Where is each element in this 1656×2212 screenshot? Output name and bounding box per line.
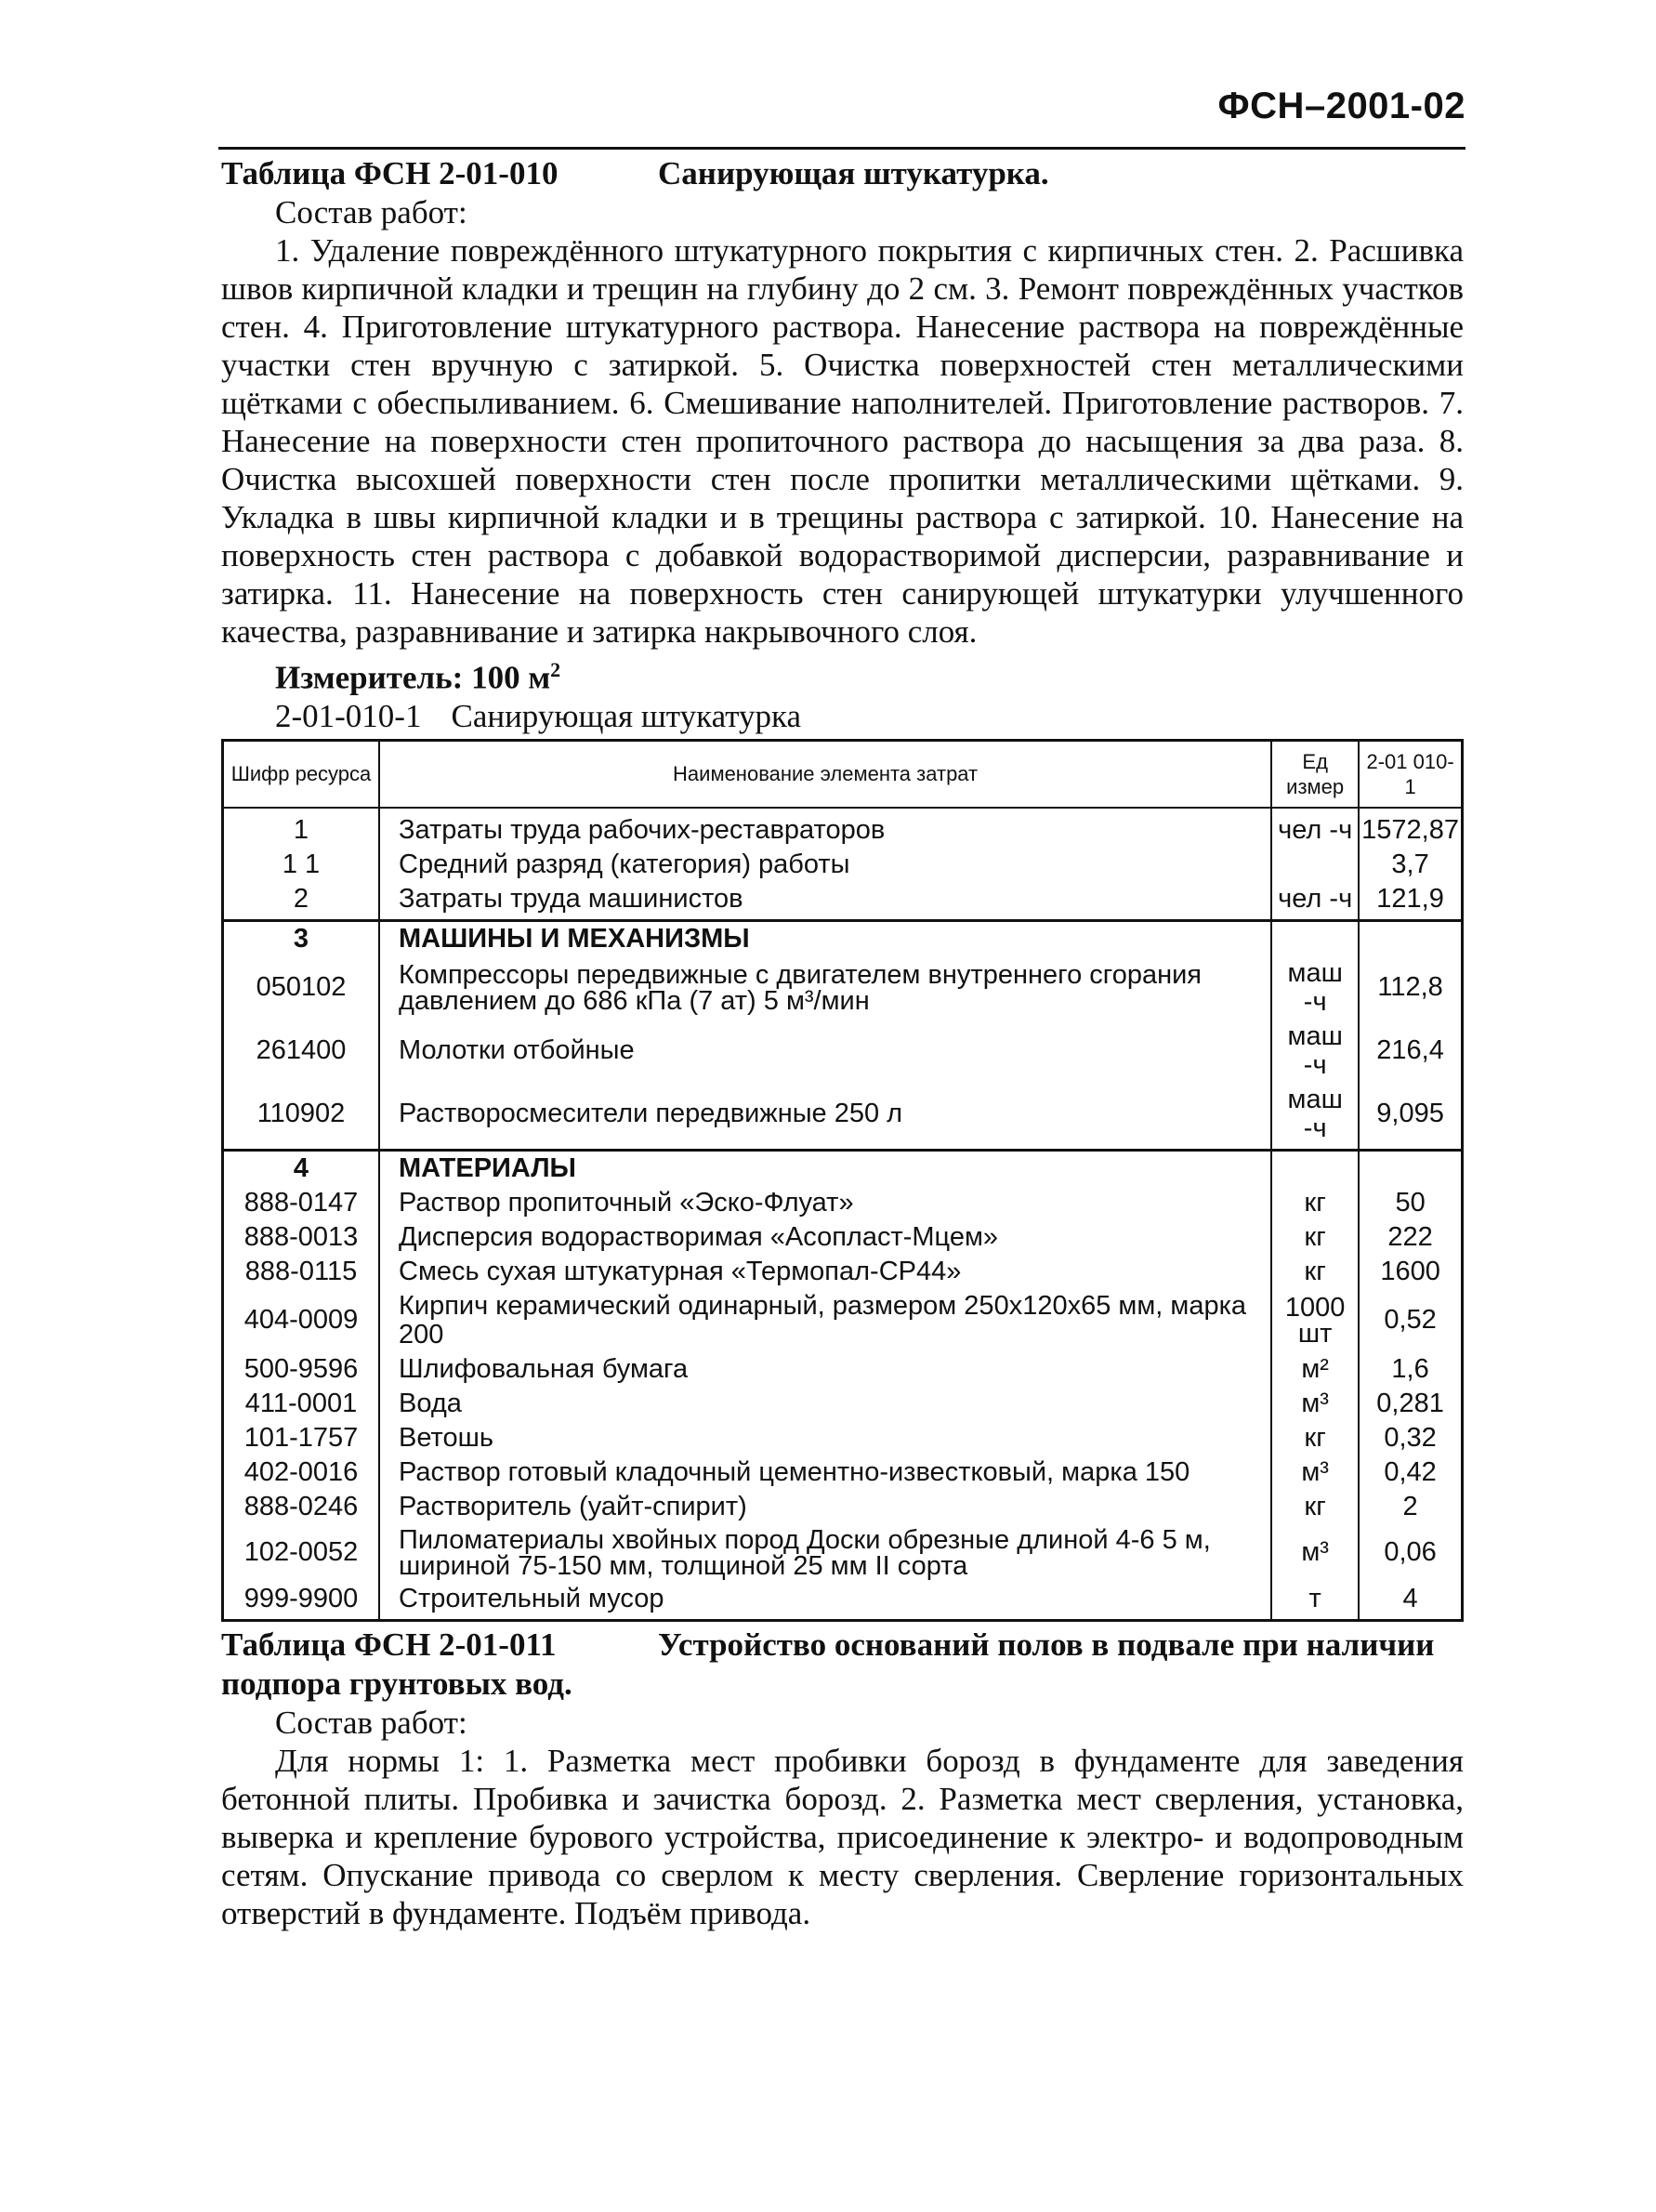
table1-title: Санирующая штукатурка. [658,155,1049,191]
section-code: 3 [223,920,380,956]
cell-unit: т [1271,1582,1359,1621]
cell-name: Раствор пропиточный «Эско-Флуат» [379,1186,1271,1220]
table-row [223,1421,1463,1455]
table2-code: Таблица ФСН 2-01-011 [221,1626,557,1663]
cell-value: 0,42 [1359,1455,1462,1490]
cell-name: Средний разряд (категория) работы [379,848,1271,882]
cell-unit: кг [1271,1255,1359,1289]
table1-code: Таблица ФСН 2-01-010 [221,155,559,191]
section-title: МАШИНЫ И МЕХАНИЗМЫ [379,920,1271,956]
table-row [223,956,1463,1020]
cell-unit: кг [1271,1220,1359,1255]
cell-unit: кг [1271,1421,1359,1455]
cell-code: 110902 [223,1083,380,1151]
col-header-name: Наименование элемента затрат [379,740,1271,808]
table2-title: Устройство оснований полов в подвале при наличии подпора грунтовых вод. [221,1626,1435,1702]
cell-code: 404-0009 [223,1289,380,1352]
cell-name: Затраты труда рабочих-реставраторов [379,808,1271,848]
table1-works-text: 1. Удаление повреждённого штукатурного покрытия с кирпичных стен. 2. Расшивка швов кирпичной кладки и трещин на глубину до 2 см. 3. Ремонт повреждённых участков стен. 4. Приготовление штукатурного раствора. Нанесение раствора на повреждённые участки стен вручную с затиркой. 5. Очистка поверхностей стен металлическими щётками с обеспыливанием. 6. Смешивание наполнителей. Приготовление растворов. 7. Нанесение на поверхности стен пропиточного раствора до насыщения за два раза. 8. Очистка высохшей поверхности стен после пропитки металлическими щётками. 9. Укладка в швы кирпичной кладки и в трещины раствора с затиркой. 10. Нанесение на поверхность стен раствора с добавкой водорастворимой дисперсии, разравнивание и затирка. 11. Нанесение на поверхность стен санирующей штукатурки улучшенного качества, разравнивание и затирка накрывочного слоя. [221,232,1464,650]
cell-unit: кг [1271,1490,1359,1524]
cell-code: 500-9596 [223,1352,380,1387]
norms-table [221,739,1464,1622]
table2-works-text: Для нормы 1: 1. Разметка мест пробивки борозд в фундаменте для заведения бетонной плиты. Пробивка и зачистка борозд. 2. Разметка мест сверления, установка, выверка и крепление бурового устройства, присоединение к электро- и водопроводным сетям. Опускание привода со сверлом к месту сверления. Сверление горизонтальных отверстий в фундаменте. Подъём привода. [221,1742,1464,1931]
cell-unit: м³ [1271,1387,1359,1421]
cell-code: 999-9900 [223,1582,380,1621]
cell-unit: чел -ч [1271,808,1359,848]
cell-unit: чел -ч [1271,882,1359,921]
cell-code: 101-1757 [223,1421,380,1455]
cell-code: 261400 [223,1020,380,1083]
cell-unit [1271,1150,1359,1186]
cell-code: 888-0147 [223,1186,380,1220]
cell-code: 411-0001 [223,1387,380,1421]
cell-code: 1 [223,808,380,848]
table-row [223,1352,1463,1387]
cell-value [1359,920,1462,956]
cell-name: Вода [379,1387,1271,1421]
table2-heading [221,1626,1464,1704]
subtitle-text: Санирующая штукатурка [451,697,802,734]
cell-name: Молотки отбойные [379,1020,1271,1083]
section-row-materials [223,1150,1463,1186]
cell-value: 121,9 [1359,882,1462,921]
cell-code: 888-0246 [223,1490,380,1524]
cell-code: 050102 [223,956,380,1020]
cell-name: Растворосмесители передвижные 250 л [379,1083,1271,1151]
table-row [223,1255,1463,1289]
cell-name: Строительный мусор [379,1582,1271,1621]
cell-unit: м³ [1271,1455,1359,1490]
cell-name: Шлифовальная бумага [379,1352,1271,1387]
table-header-row [223,740,1463,808]
cell-unit [1271,920,1359,956]
cell-name: Ветошь [379,1421,1271,1455]
cell-value: 9,095 [1359,1083,1462,1151]
cell-value: 4 [1359,1582,1462,1621]
cell-code: 402-0016 [223,1455,380,1490]
table-row [223,1387,1463,1421]
cell-name: Затраты труда машинистов [379,882,1271,921]
cell-unit: маш -ч [1271,956,1359,1020]
col-header-code: Шифр ресурса [223,740,380,808]
table1-works-label: Состав работ: [275,194,467,230]
subtitle-code: 2-01-010-1 [275,697,422,734]
cell-unit: м² [1271,1352,1359,1387]
cell-name: Пиломатериалы хвойных пород Доски обрезные длиной 4-6 5 м, шириной 75-150 мм, толщиной 25 мм II сорта [379,1524,1271,1582]
measure-label: Измеритель: 100 м [275,659,551,696]
cell-name: Растворитель (уайт-спирит) [379,1490,1271,1524]
cell-value: 216,4 [1359,1020,1462,1083]
cell-value: 1,6 [1359,1352,1462,1387]
cell-code: 888-0115 [223,1255,380,1289]
cell-unit: м³ [1271,1524,1359,1582]
cell-name: Компрессоры передвижные с двигателем внутреннего сгорания давлением до 686 кПа (7 ат) 5 м³/мин [379,956,1271,1020]
cell-value: 0,32 [1359,1421,1462,1455]
table-row [223,1490,1463,1524]
table1-subtitle [221,697,1464,735]
table-row [223,1020,1463,1083]
cell-value: 50 [1359,1186,1462,1220]
cell-value: 1600 [1359,1255,1462,1289]
table-row [223,1220,1463,1255]
table-row [223,1455,1463,1490]
table1-heading [221,154,1464,193]
cell-value: 3,7 [1359,848,1462,882]
cell-code: 102-0052 [223,1524,380,1582]
cell-value: 0,06 [1359,1524,1462,1582]
cell-unit [1271,848,1359,882]
cell-name: Кирпич керамический одинарный, размером 250х120х65 мм, марка 200 [379,1289,1271,1352]
table2-works-label: Состав работ: [275,1704,467,1741]
cell-value: 1572,87 [1359,808,1462,848]
cell-value: 222 [1359,1220,1462,1255]
cell-value: 0,281 [1359,1387,1462,1421]
cell-name: Раствор готовый кладочный цементно-известковый, марка 150 [379,1455,1271,1490]
cell-unit: кг [1271,1186,1359,1220]
table-row [223,1186,1463,1220]
cell-unit: маш -ч [1271,1083,1359,1151]
header-rule [218,147,1465,150]
table-row [223,1582,1463,1621]
table-row [223,882,1463,921]
cell-value: 112,8 [1359,956,1462,1020]
section-title: МАТЕРИАЛЫ [379,1150,1271,1186]
cell-value: 2 [1359,1490,1462,1524]
cell-code: 888-0013 [223,1220,380,1255]
table-row [223,1083,1463,1151]
table-row [223,1524,1463,1582]
cell-unit: 1000 шт [1271,1289,1359,1352]
cell-name: Смесь сухая штукатурная «Термопал-СР44» [379,1255,1271,1289]
table-row [223,1289,1463,1352]
section-code: 4 [223,1150,380,1186]
page-content [221,154,1464,1932]
cell-value: 0,52 [1359,1289,1462,1352]
cell-code: 2 [223,882,380,921]
cell-value [1359,1150,1462,1186]
col-header-value: 2-01 010-1 [1359,740,1462,808]
document-code: ФСН–2001-02 [1217,86,1465,126]
col-header-unit: Ед измер [1271,740,1359,808]
table1-measure [221,651,1464,697]
cell-code: 1 1 [223,848,380,882]
measure-superscript: 2 [550,658,561,681]
section-row-machines [223,920,1463,956]
cell-unit: маш -ч [1271,1020,1359,1083]
cell-name: Дисперсия водорастворимая «Асопласт-Мцем» [379,1220,1271,1255]
table-row [223,848,1463,882]
table-row [223,808,1463,848]
